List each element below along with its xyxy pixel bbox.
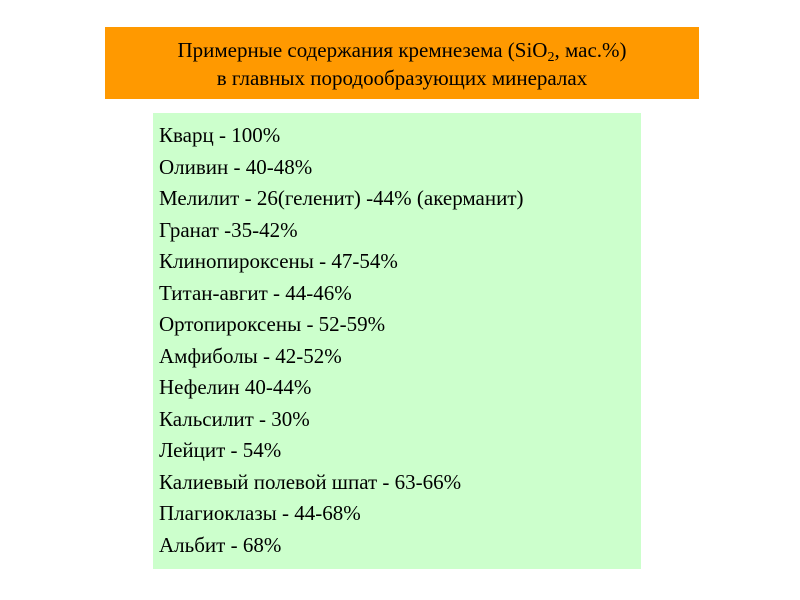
title-line-2: в главных породообразующих минералах (216, 66, 588, 90)
mineral-item: Плагиоклазы - 44-68% (159, 501, 361, 525)
mineral-item: Калиевый полевой шпат - 63-66% (159, 469, 462, 494)
mineral-item: Клинопироксены - 47-54% (159, 249, 398, 273)
mineral-item: Лейцит - 54% (159, 438, 282, 462)
title-subscript: 2 (547, 50, 555, 65)
title-box (105, 27, 699, 99)
mineral-item: Мелилит - 26(геленит) -44% (акерманит) (159, 186, 524, 210)
title-line-1-prefix: Примерные содержания кремнезема (SiO (177, 38, 548, 62)
mineral-item: Нефелин 40-44% (159, 375, 312, 399)
mineral-item: Кальсилит - 30% (159, 406, 310, 431)
title-line-1 (105, 36, 699, 64)
mineral-item: Оливин - 40-48% (159, 154, 313, 179)
mineral-item: Гранат -35-42% (159, 217, 298, 242)
mineral-item: Ортопироксены - 52-59% (159, 312, 386, 336)
mineral-list (159, 120, 641, 561)
mineral-item: Альбит - 68% (159, 532, 282, 557)
mineral-list-box (153, 113, 641, 569)
title-line-1-suffix: , мас.%) (554, 38, 627, 62)
mineral-item: Амфиболы - 42-52% (159, 343, 342, 368)
mineral-item: Титан-авгит - 44-46% (159, 280, 352, 305)
mineral-item: Кварц - 100% (159, 123, 281, 147)
